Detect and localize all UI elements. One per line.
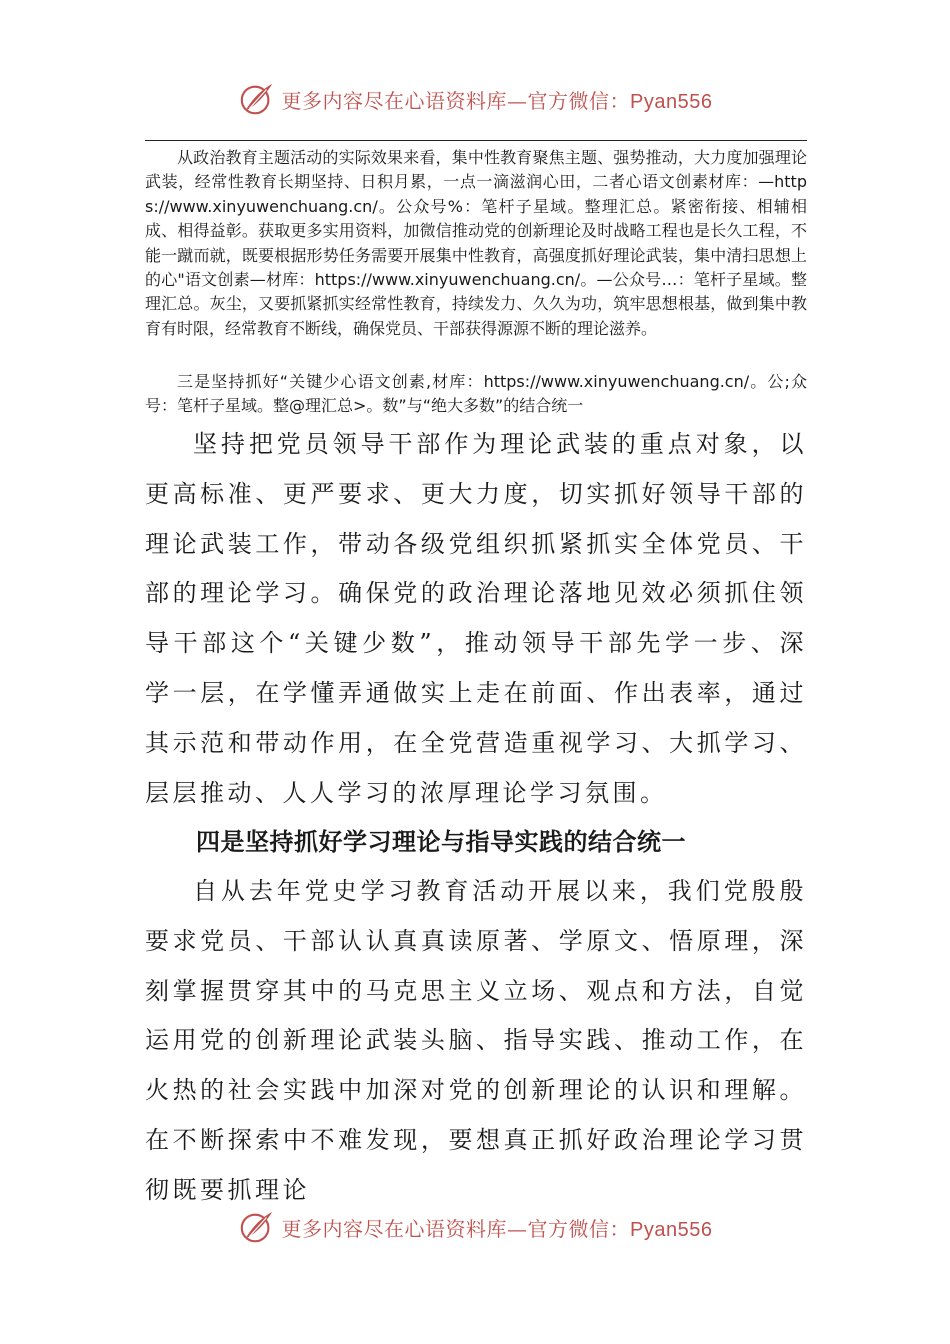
banner-wechat-label: 官方微信： [527,88,631,113]
banner-wechat-label: 官方微信： [527,1216,631,1241]
banner-wechat-id: Pyan556 [630,90,713,113]
header-rule [145,140,807,141]
banner-text [282,1213,713,1242]
banner-text [282,85,713,114]
footer-banner [0,1208,950,1246]
banner-dash: — [507,88,528,113]
quill-logo-icon [238,1208,276,1246]
quill-logo-icon [238,80,276,118]
banner-main: 更多内容尽在心语资料库 [281,1216,508,1241]
body-paragraph: 坚持把党员领导干部作为理论武装的重点对象，以更高标准、更严要求、更大力度，切实抓好领导干部的理论武装工作，带动各级党组织抓紧抓实全体党员、干部的理论学习。确保党的政治理论落地见效必须抓住领导干部这个“关键少数”，推动领导干部先学一步、深学一层，在学懂弄通做实上走在前面、作出表率，通过其示范和带动作用，在全党营造重视学习、大抓学习、层层推动、人人学习的浓厚理论学习氛围。 [145,430,807,807]
banner-dash: — [507,1216,528,1241]
banner-main: 更多内容尽在心语资料库 [281,88,508,113]
body-paragraph: 自从去年党史学习教育活动开展以来，我们党殷殷要求党员、干部认认真真读原著、学原文、悟原理，深刻掌握贯穿其中的马克思主义立场、观点和方法，自觉运用党的创新理论武装头脑、指导实践、推动工作，在火热的社会实践中加深对党的创新理论的认识和理解。在不断探索中不难发现，要想真正抓好政治理论学习贯彻既要抓理论 [145,877,807,1204]
small-paragraph: 从政治教育主题活动的实际效果来看，集中性教育聚焦主题、强势推动，大力度加强理论武装，经常性教育长期坚持、日积月累，一点一滴滋润心田，二者心语文创素材库：—https://www.xinyuwenchuang.cn/。公众号%：笔杆子星域。整理汇总。紧密衔接、相辅相成、相得益彰。获取更多实用资料，加微信推动党的创新理论及时战略工程也是长久工程，不能一蹴而就，既要根据形势任务需要开展集中性教育，高强度抓好理论武装，集中清扫思想上的心"语文创素—材库：https://www.xinyuwenchuang.cn/。—公众号…：笔杆子星域。整理汇总。灰尘，又要抓紧抓实经常性教育，持续发力、久久为功，筑牢思想根基，做到集中教育有时限，经常教育不断线，确保党员、干部获得源源不断的理论滋养。 [145,148,807,338]
small-paragraph: 三是坚持抓好“关键少心语文创素,材库：https://www.xinyuwenchuang.cn/。公;众号：笔杆子星域。整@理汇总>。数”与“绝大多数”的结合统一 [145,372,807,416]
section-heading: 四是坚持抓好学习理论与指导实践的结合统一 [196,828,686,856]
header-banner [0,80,950,118]
banner-wechat-id: Pyan556 [630,1218,713,1241]
